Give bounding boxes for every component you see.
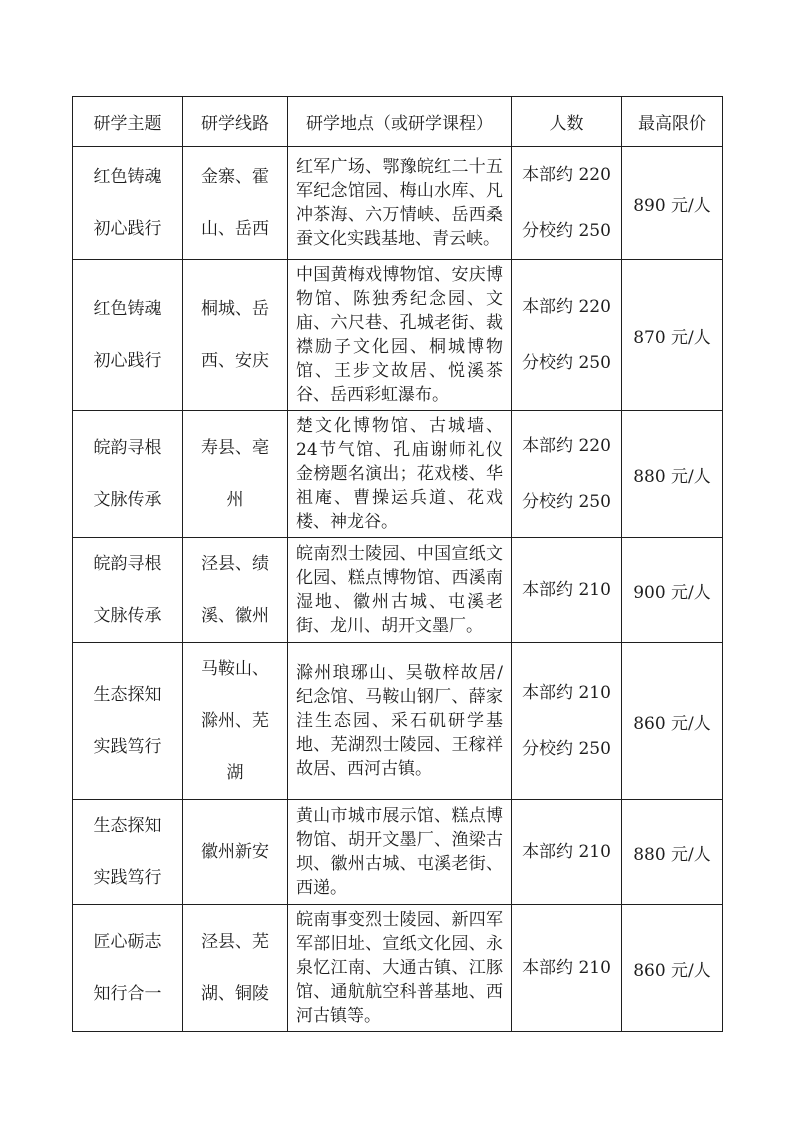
headcount-line: 分校约 250 bbox=[522, 221, 611, 241]
theme-line: 生态探知 bbox=[93, 816, 162, 836]
places-cell: 皖南事变烈士陵园、新四军军部旧址、宣纸文化园、永泉忆江南、大通古镇、江豚馆、通航航空科普基地、西河古镇等。 bbox=[288, 905, 512, 1032]
headcount-line: 本部约 210 bbox=[522, 842, 611, 862]
theme-cell bbox=[73, 905, 183, 1032]
table-row bbox=[73, 147, 723, 260]
table-row bbox=[73, 411, 723, 538]
header-headcount: 人数 bbox=[512, 97, 622, 147]
theme-line: 文脉传承 bbox=[93, 490, 162, 510]
route-cell: 马鞍山、滁州、芜湖 bbox=[183, 643, 288, 800]
price-cell: 880 元/人 bbox=[622, 800, 723, 905]
headcount-cell bbox=[512, 800, 622, 905]
places-cell: 黄山市城市展示馆、糕点博物馆、胡开文墨厂、渔梁古坝、徽州古城、屯溪老街、西递。 bbox=[288, 800, 512, 905]
headcount-line: 本部约 220 bbox=[522, 436, 611, 456]
route-cell: 寿县、亳州 bbox=[183, 411, 288, 538]
headcount-cell bbox=[512, 538, 622, 643]
theme-line: 实践笃行 bbox=[93, 737, 162, 757]
theme-line: 初心践行 bbox=[93, 219, 162, 239]
route-cell: 徽州新安 bbox=[183, 800, 288, 905]
theme-line: 皖韵寻根 bbox=[93, 438, 162, 458]
route-cell: 泾县、绩溪、徽州 bbox=[183, 538, 288, 643]
price-cell: 890 元/人 bbox=[622, 147, 723, 260]
theme-line: 匠心砺志 bbox=[93, 932, 162, 952]
theme-line: 红色铸魂 bbox=[93, 167, 162, 187]
theme-cell bbox=[73, 538, 183, 643]
header-price: 最高限价 bbox=[622, 97, 723, 147]
header-row bbox=[73, 97, 723, 147]
headcount-line: 分校约 250 bbox=[522, 492, 611, 512]
headcount-line: 本部约 220 bbox=[522, 297, 611, 317]
headcount-line: 分校约 250 bbox=[522, 353, 611, 373]
headcount-line: 本部约 210 bbox=[522, 958, 611, 978]
header-theme: 研学主题 bbox=[73, 97, 183, 147]
headcount-line: 分校约 250 bbox=[522, 739, 611, 759]
route-cell: 桐城、岳西、安庆 bbox=[183, 260, 288, 411]
header-route: 研学线路 bbox=[183, 97, 288, 147]
headcount-cell bbox=[512, 905, 622, 1032]
headcount-line: 本部约 220 bbox=[522, 165, 611, 185]
theme-cell bbox=[73, 411, 183, 538]
theme-line: 初心践行 bbox=[93, 351, 162, 371]
route-cell: 泾县、芜湖、铜陵 bbox=[183, 905, 288, 1032]
places-cell: 楚文化博物馆、古城墙、24节气馆、孔庙谢师礼仪金榜题名演出；花戏楼、华祖庵、曹操运兵道、花戏楼、神龙谷。 bbox=[288, 411, 512, 538]
theme-line: 知行合一 bbox=[93, 984, 162, 1004]
price-cell: 860 元/人 bbox=[622, 643, 723, 800]
table-row bbox=[73, 800, 723, 905]
price-cell: 880 元/人 bbox=[622, 411, 723, 538]
headcount-cell bbox=[512, 260, 622, 411]
theme-line: 生态探知 bbox=[93, 685, 162, 705]
route-cell: 金寨、霍山、岳西 bbox=[183, 147, 288, 260]
study-tour-table bbox=[72, 96, 723, 1032]
places-cell: 中国黄梅戏博物馆、安庆博物馆、陈独秀纪念园、文庙、六尺巷、孔城老街、裁襟励子文化园、桐城博物馆、王步文故居、悦溪茶谷、岳西彩虹瀑布。 bbox=[288, 260, 512, 411]
headcount-cell bbox=[512, 411, 622, 538]
table-row bbox=[73, 538, 723, 643]
places-cell: 皖南烈士陵园、中国宣纸文化园、糕点博物馆、西溪南湿地、徽州古城、屯溪老街、龙川、胡开文墨厂。 bbox=[288, 538, 512, 643]
price-cell: 870 元/人 bbox=[622, 260, 723, 411]
places-cell: 红军广场、鄂豫皖红二十五军纪念馆园、梅山水库、凡冲茶海、六万情峡、岳西桑蚕文化实践基地、青云峡。 bbox=[288, 147, 512, 260]
table-row bbox=[73, 905, 723, 1032]
table-row bbox=[73, 643, 723, 800]
theme-cell bbox=[73, 800, 183, 905]
header-places: 研学地点（或研学课程） bbox=[288, 97, 512, 147]
headcount-line: 本部约 210 bbox=[522, 580, 611, 600]
theme-cell bbox=[73, 643, 183, 800]
theme-cell bbox=[73, 147, 183, 260]
theme-line: 皖韵寻根 bbox=[93, 554, 162, 574]
headcount-line: 本部约 210 bbox=[522, 683, 611, 703]
headcount-cell bbox=[512, 643, 622, 800]
theme-line: 红色铸魂 bbox=[93, 299, 162, 319]
price-cell: 900 元/人 bbox=[622, 538, 723, 643]
theme-line: 文脉传承 bbox=[93, 606, 162, 626]
price-cell: 860 元/人 bbox=[622, 905, 723, 1032]
places-cell: 滁州琅琊山、吴敬梓故居/纪念馆、马鞍山钢厂、薛家洼生态园、采石矶研学基地、芜湖烈士陵园、王稼祥故居、西河古镇。 bbox=[288, 643, 512, 800]
theme-cell bbox=[73, 260, 183, 411]
headcount-cell bbox=[512, 147, 622, 260]
theme-line: 实践笃行 bbox=[93, 868, 162, 888]
table-row bbox=[73, 260, 723, 411]
